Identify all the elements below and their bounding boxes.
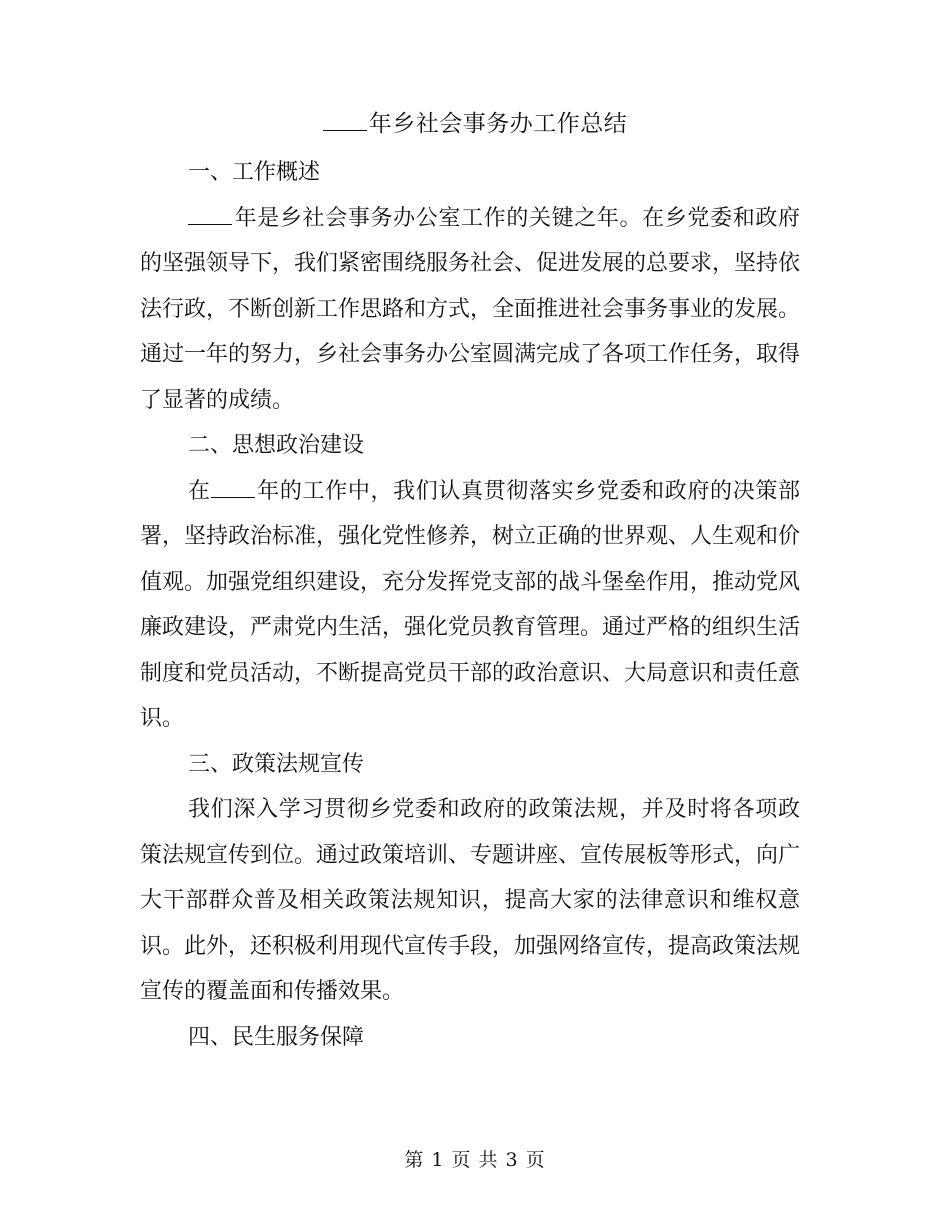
year-blank bbox=[188, 204, 232, 225]
section-heading-policy: 三、政策法规宣传 bbox=[188, 751, 365, 777]
year-blank bbox=[211, 477, 255, 498]
section-heading-livelihood: 四、民生服务保障 bbox=[188, 1024, 365, 1050]
paragraph-ideology-text: 年的工作中，我们认真贯彻落实乡党委和政府的决策部署，坚持政治标准，强化党性修养，树立正确的世界观、人生观和价值观。加强党组织建设，充分发挥党支部的战斗堡垒作用，推动党风廉政建设，严肃党内生活，强化党员教育管理。通过严格的组织生活制度和党员活动，不断提高党员干部的政治意识、大局意识和责任意识。 bbox=[140, 478, 801, 731]
document-title-text: 年乡社会事务办工作总结 bbox=[368, 111, 628, 137]
section-heading-overview: 一、工作概述 bbox=[188, 160, 321, 185]
paragraph-overview bbox=[140, 196, 800, 424]
page-footer: 第 1 页 共 3 页 bbox=[404, 1149, 546, 1171]
paragraph-ideology bbox=[140, 469, 800, 742]
paragraph-ideology-prefix: 在 bbox=[188, 478, 211, 504]
document-body bbox=[140, 150, 800, 1060]
document-title bbox=[0, 104, 950, 144]
paragraph-overview-text: 年是乡社会事务办公室工作的关键之年。在乡党委和政府的坚强领导下，我们紧密围绕服务社会、促进发展的总要求，坚持依法行政，不断创新工作思路和方式，全面推进社会事务事业的发展。通过一年的努力，乡社会事务办公室圆满完成了各项工作任务，取得了显著的成绩。 bbox=[140, 205, 801, 413]
paragraph-policy: 我们深入学习贯彻乡党委和政府的政策法规，并及时将各项政策法规宣传到位。通过政策培训、专题讲座、宣传展板等形式，向广大干部群众普及相关政策法规知识，提高大家的法律意识和维权意识。此外，还积极利用现代宣传手段，加强网络宣传，提高政策法规宣传的覆盖面和传播效果。 bbox=[140, 797, 801, 1004]
title-blank bbox=[323, 110, 367, 131]
section-heading-ideology: 二、思想政治建设 bbox=[188, 433, 365, 458]
